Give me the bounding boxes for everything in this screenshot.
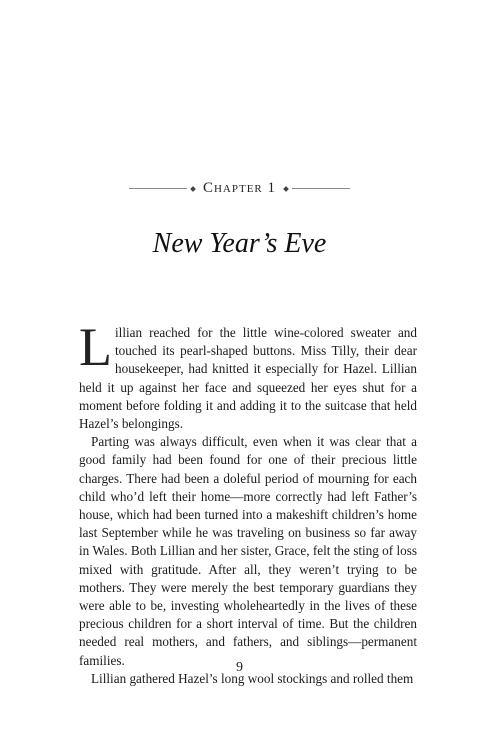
ornament-diamond-icon	[190, 186, 196, 192]
paragraph-2: Parting was always difficult, even when it was clear that a good family had been found for one of their precious little charges. There had been a doleful period of mourning for each child who’d left their home—more correctly had left Father’s house, which had been turned into a makeshift children’s home last September while he was traveling on business so far away in Wales. Both Lillian and her sister, Grace, felt the sting of loss mixed with gratitude. After all, they weren’t trying to be mothers. They were merely the best temporary guardians they were able to be, investing wholeheartedly in the lives of these precious children for a short interval of time. But the children needed real mothers, and fathers, and siblings—permanent families.	[79, 434, 417, 668]
ornament-line	[129, 188, 187, 189]
chapter-heading	[0, 180, 479, 197]
chapter-title: New Year’s Eve	[152, 228, 327, 259]
drop-cap: L	[79, 317, 112, 377]
ornament-line	[292, 188, 350, 189]
right-ornament	[282, 187, 350, 191]
paragraph-1	[79, 317, 417, 433]
chapter-label: Chapter 1	[202, 180, 277, 196]
paragraph-1-text: illian reached for the little wine-colored sweater and touched its pearl-shaped buttons. Miss Tilly, their dear housekeeper, had knitted it especially for Hazel. Lillian held it up against her face and squeezed her eyes shut for a moment before folding it and adding it to the suitcase that held Hazel’s belongings.	[79, 325, 417, 432]
ornament-diamond-icon	[283, 186, 289, 192]
left-ornament	[129, 187, 197, 191]
paragraph-3: Lillian gathered Hazel’s long wool stockings and rolled them	[91, 670, 414, 686]
body-text	[79, 317, 417, 688]
page-number: 9	[236, 660, 243, 675]
